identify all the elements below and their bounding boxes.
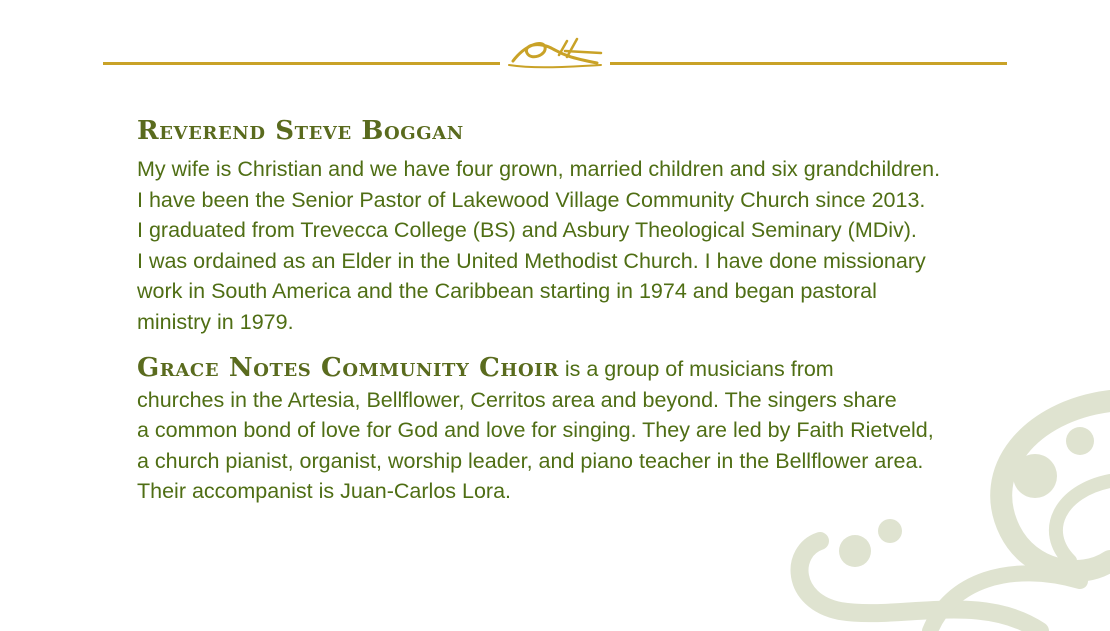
- bio-line: My wife is Christian and we have four grown, married children and six grandchildren.: [137, 157, 941, 181]
- bio-line: I have been the Senior Pastor of Lakewood Village Community Church since 2013.: [137, 187, 926, 212]
- divider-right: [610, 62, 1007, 65]
- bio-line: I was ordained as an Elder in the United Methodist Church. I have done missionary: [137, 248, 926, 273]
- content: [137, 116, 997, 507]
- choir-line: a church pianist, organist, worship leader, and piano teacher in the Bellflower area.: [137, 448, 924, 473]
- pastor-name-heading: Reverend Steve Boggan: [137, 116, 464, 146]
- bio-line: work in South America and the Caribbean starting in 1974 and began pastoral: [137, 279, 877, 303]
- bio-line: I graduated from Trevecca College (BS) and Asbury Theological Seminary (MDiv).: [137, 218, 917, 242]
- pastor-bio: [137, 154, 997, 337]
- flourish-ornament: [505, 35, 605, 71]
- choir-name: Grace Notes Community Choir: [137, 353, 559, 383]
- choir-description: [137, 353, 997, 507]
- choir-line: a common bond of love for God and love for singing. They are led by Faith Rietveld,: [137, 418, 934, 442]
- choir-first-line: [137, 353, 997, 385]
- divider-left: [103, 62, 500, 65]
- bio-line: ministry in 1979.: [137, 309, 294, 334]
- choir-lead-text: is a group of musicians from: [558, 357, 834, 381]
- choir-line: churches in the Artesia, Bellflower, Cerritos area and beyond. The singers share: [137, 387, 897, 412]
- choir-line: Their accompanist is Juan-Carlos Lora.: [137, 479, 512, 503]
